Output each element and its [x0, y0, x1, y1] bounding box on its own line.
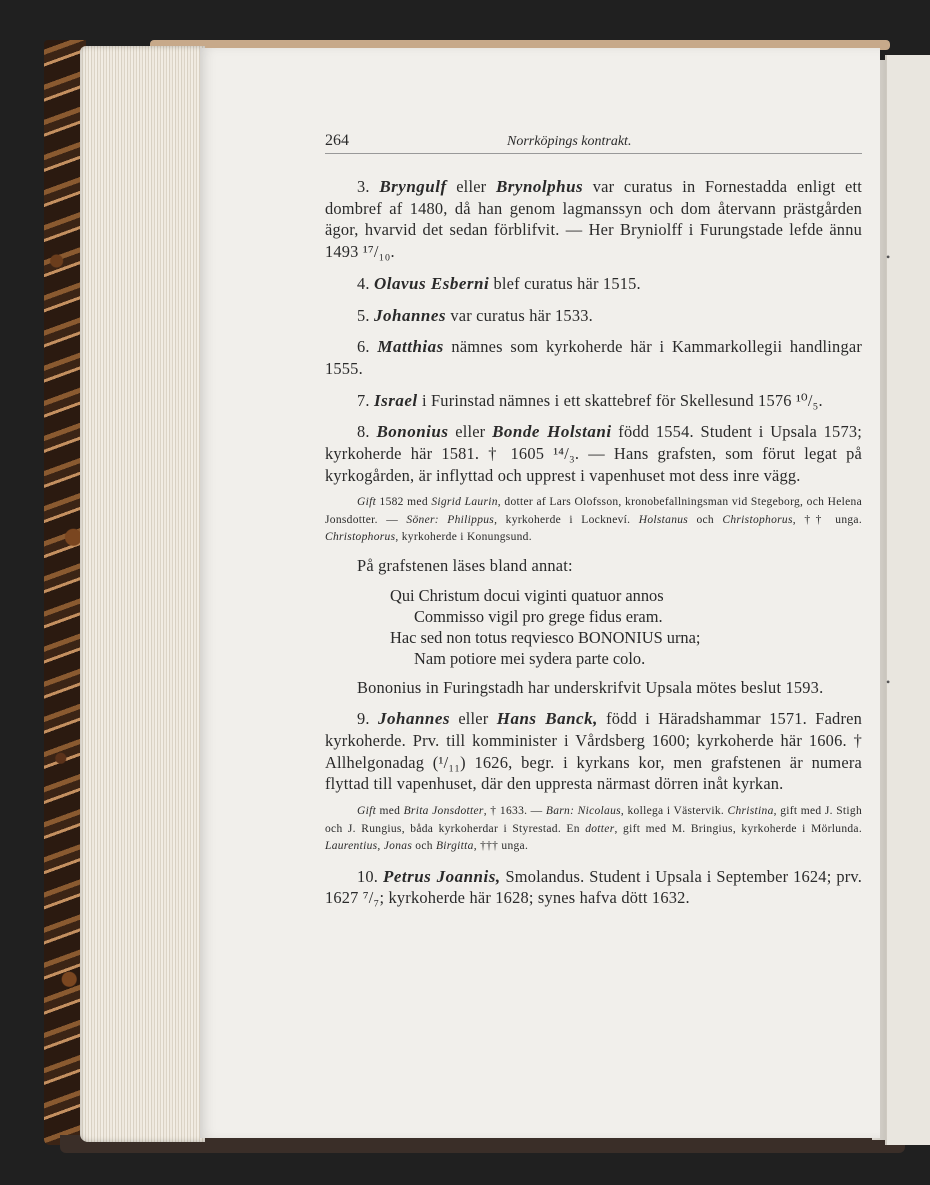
entry-4: 4. Olavus Esberni blef curatus här 1515.: [357, 273, 641, 293]
entry-8-family-note: Gift 1582 med Sigrid Laurin, dotter af Lars Olofsson, kronobefallningsman vid Stegeborg, och Helena Jonsdotter. — Söner: Philippus, kyrkoherde i Lockneví. Holstanus och Christophorus, †† unga. Christophorus, kyrkoherde i Konungsund.: [325, 496, 863, 544]
poem-line-2: Commisso vigil pro grege fidus eram.: [414, 606, 663, 626]
entry-9-family-note: Gift med Brita Jonsdotter, † 1633. — Barn: Nicolaus, kollega i Västervik. Christina, gift med J. Stigh och J. Rungius, båda kyrkoherdar i Styrestad. En dotter, gift med M. Bringius, kyrkoherde i Mörlunda. Laurentius, Jonas och Birgitta, ††† unga.: [325, 805, 862, 853]
bononius-note: Bononius in Furingstadh har underskrifvit Upsala mötes beslut 1593.: [357, 677, 824, 697]
entry-5: 5. Johannes var curatus här 1533.: [357, 305, 593, 325]
poem-line-1: Qui Christum docui viginti quatuor annos: [390, 585, 664, 605]
running-head: Norrköpings kontrakt.: [507, 134, 632, 149]
entry-9: 9. Johannes eller Hans Banck, född i Häradshammar 1571. Fadren kyrkoherde. Prv. till komminister i Vårdsberg 1600; kyrkoherde här 1606. † Allhelgonadag (¹/₁₁) 1626, begr. i kyrkans kor, men grafstenen är numera flyttad till vapenhuset, där den uppresta närmast dörren inåt kyrkan.: [325, 709, 862, 794]
page-stack-edges: [80, 46, 205, 1142]
margin-mark-1: •: [886, 250, 891, 264]
entry-8: 8. Bononius eller Bonde Holstani född 1554. Student i Upsala 1573; kyrkoherde här 1581. † 1605 ¹⁴/₃. — Hans grafsten, som förut legat på kyrkogården, är inflyttad och upprest i vapenhuset mot dess inre vägg.: [325, 422, 862, 485]
entry-10: 10. Petrus Joannis, Smolandus. Student i Upsala i September 1624; prv. 1627 ⁷/₇; kyrkoherde här 1628; synes hafva dött 1632.: [325, 866, 862, 908]
page-number: 264: [325, 132, 349, 149]
poem-line-4: Nam potiore mei sydera parte colo.: [414, 648, 646, 668]
entry-6: 6. Matthias nämnes som kyrkoherde här i Kammarkollegii handlingar 1555.: [325, 337, 862, 378]
page-header: [325, 126, 862, 154]
poem-line-3: Hac sed non totus reqviesco BONONIUS urna;: [390, 627, 701, 647]
next-page-edge: [885, 55, 930, 1145]
margin-mark-2: •: [886, 675, 891, 689]
entry-3: 3. Bryngulf eller Brynolphus var curatus in Fornestadda enligt ett dombref af 1480, då han genom lagmanssyn och dom återvann prästgården ägor, hvarvid det sedan förblifvit. — Her Bryniolff i Furungstade lefde ännu 1493 ¹⁷/₁₀.: [325, 177, 862, 262]
grafsten-intro: På grafstenen läses bland annat:: [357, 555, 573, 575]
epitaph-poem: [325, 585, 862, 669]
page-content: [325, 126, 862, 909]
entry-7: 7. Israel i Furinstad nämnes i ett skattebref för Skellesund 1576 ¹⁰/₅.: [357, 390, 823, 410]
